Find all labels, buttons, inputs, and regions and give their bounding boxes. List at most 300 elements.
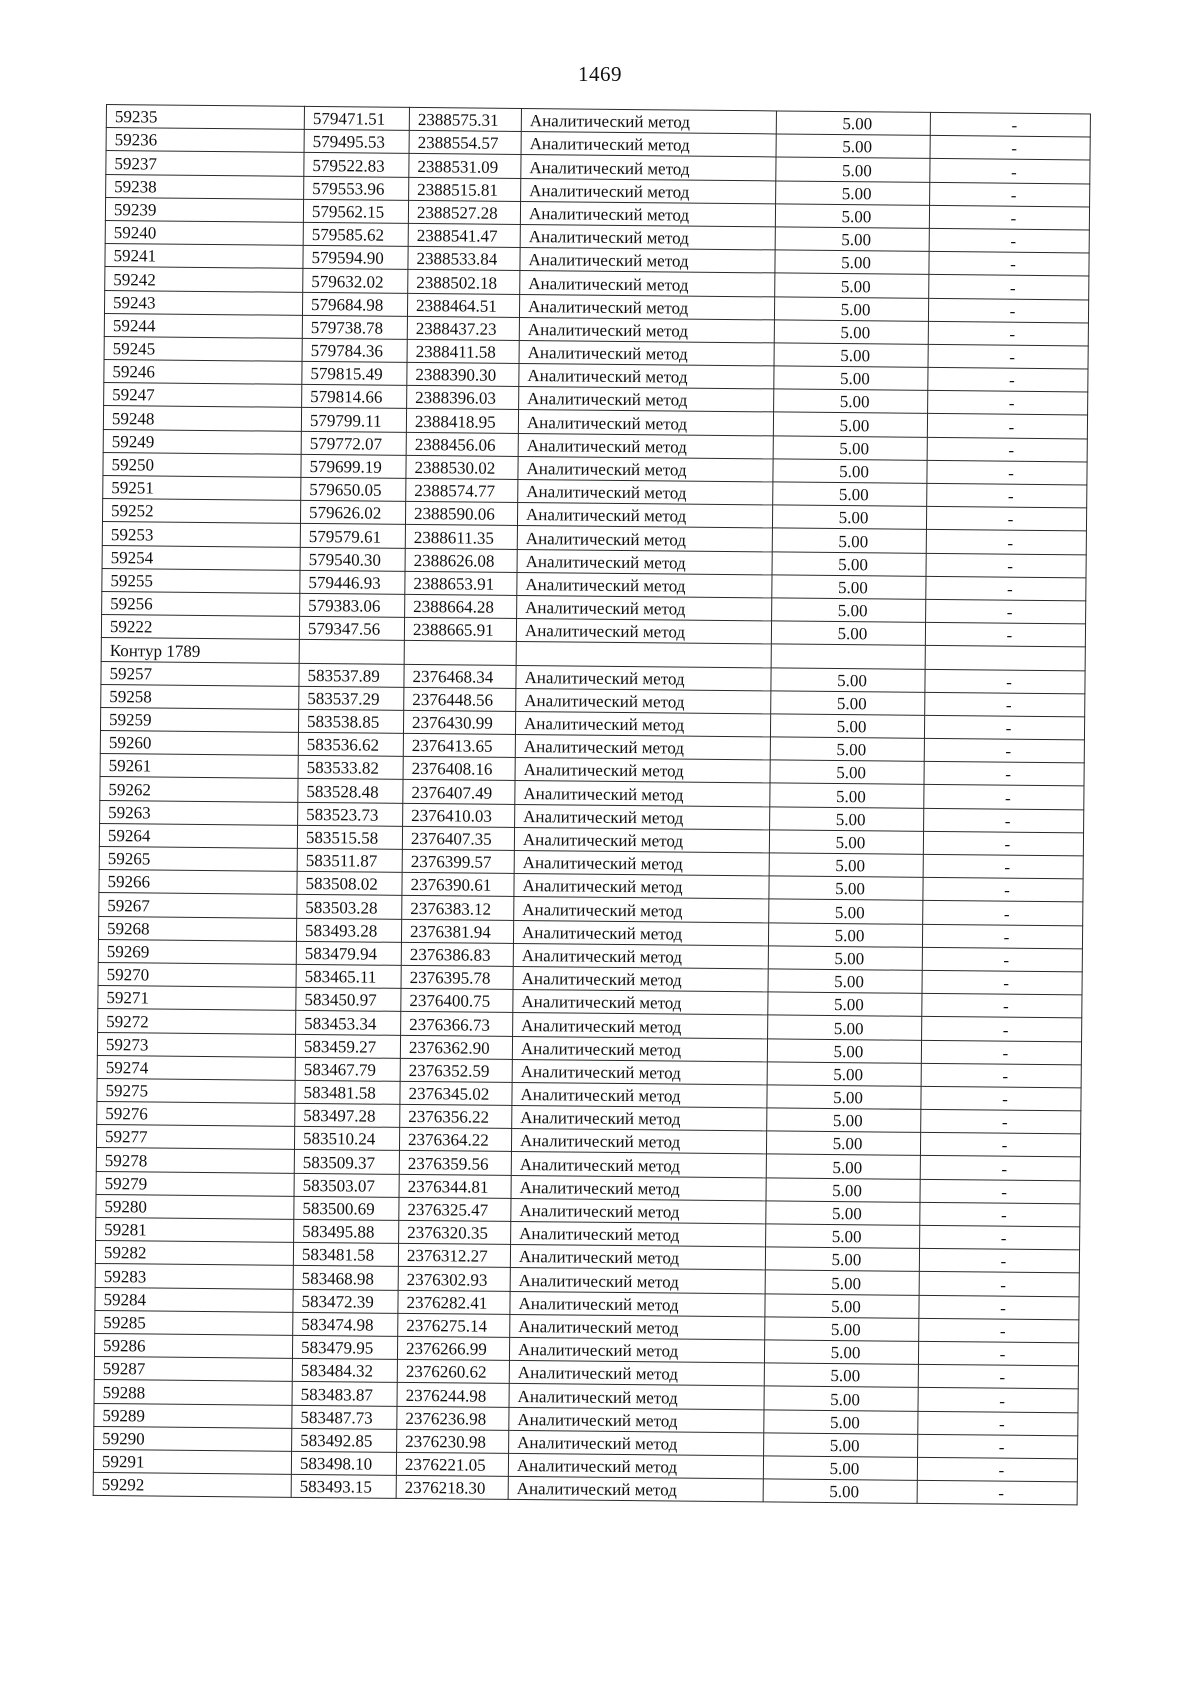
- point-id-cell: 59247: [104, 383, 302, 408]
- method-cell: Аналитический метод: [518, 456, 773, 482]
- accuracy-cell: 5.00: [768, 922, 922, 947]
- accuracy-cell: 5.00: [774, 296, 928, 321]
- point-id-cell: 59250: [103, 452, 301, 477]
- note-cell: [925, 646, 1085, 671]
- x-coordinate-cell: 579632.02: [303, 269, 408, 293]
- method-cell: Аналитический метод: [511, 1221, 766, 1247]
- y-coordinate-cell: 2376364.22: [399, 1128, 511, 1152]
- accuracy-cell: 5.00: [774, 366, 928, 391]
- accuracy-cell: 5.00: [766, 1224, 920, 1249]
- method-cell: Аналитический метод: [514, 874, 769, 900]
- point-id-cell: 59243: [104, 290, 302, 315]
- point-id-cell: 59284: [95, 1287, 293, 1312]
- note-cell: -: [919, 1318, 1079, 1343]
- note-cell: -: [927, 414, 1087, 439]
- note-cell: -: [930, 182, 1090, 207]
- method-cell: Аналитический метод: [521, 155, 776, 181]
- note-cell: -: [928, 321, 1088, 346]
- point-id-cell: 59222: [101, 615, 299, 640]
- method-cell: Аналитический метод: [517, 526, 772, 552]
- point-id-cell: 59273: [97, 1032, 295, 1057]
- y-coordinate-cell: 2376407.49: [403, 780, 515, 804]
- x-coordinate-cell: 583537.89: [299, 663, 404, 687]
- note-cell: -: [926, 599, 1086, 624]
- x-coordinate-cell: 583467.79: [295, 1057, 400, 1081]
- point-id-cell: 59265: [99, 846, 297, 871]
- point-id-cell: 59285: [95, 1310, 293, 1335]
- point-id-cell: 59279: [96, 1171, 294, 1196]
- note-cell: -: [927, 437, 1087, 462]
- method-cell: Аналитический метод: [513, 920, 768, 946]
- accuracy-cell: 5.00: [768, 946, 922, 971]
- note-cell: -: [918, 1341, 1078, 1366]
- accuracy-cell: 5.00: [768, 992, 922, 1017]
- y-coordinate-cell: 2388411.58: [407, 339, 519, 363]
- point-id-cell: 59239: [105, 197, 303, 222]
- y-coordinate-cell: 2388533.84: [408, 247, 520, 271]
- x-coordinate-cell: 583528.48: [298, 779, 403, 803]
- x-coordinate-cell: 579799.11: [301, 408, 406, 432]
- y-coordinate-cell: 2376356.22: [400, 1104, 512, 1128]
- y-coordinate-cell: 2376366.73: [401, 1012, 513, 1036]
- y-coordinate-cell: 2388527.28: [408, 200, 520, 224]
- x-coordinate-cell: 579784.36: [302, 338, 407, 362]
- x-coordinate-cell: 583481.58: [295, 1080, 400, 1104]
- method-cell: Аналитический метод: [509, 1361, 764, 1387]
- x-coordinate-cell: 583481.58: [293, 1243, 398, 1267]
- point-id-cell: 59253: [102, 522, 300, 547]
- method-cell: Аналитический метод: [512, 1082, 767, 1108]
- accuracy-cell: 5.00: [764, 1340, 918, 1365]
- y-coordinate-cell: 2376386.83: [401, 942, 513, 966]
- method-cell: Аналитический метод: [513, 990, 768, 1016]
- y-coordinate-cell: 2388626.08: [405, 548, 517, 572]
- y-coordinate-cell: 2388664.28: [405, 594, 517, 618]
- method-cell: Аналитический метод: [509, 1430, 764, 1456]
- coordinates-table-body: [93, 105, 1090, 1506]
- note-cell: -: [921, 1109, 1081, 1134]
- y-coordinate-cell: 2376244.98: [397, 1383, 509, 1407]
- point-id-cell: 59259: [100, 707, 298, 732]
- x-coordinate-cell: 583492.85: [292, 1428, 397, 1452]
- y-coordinate-cell: 2388390.30: [407, 362, 519, 386]
- accuracy-cell: 5.00: [773, 412, 927, 437]
- x-coordinate-cell: 583484.32: [292, 1358, 397, 1382]
- method-cell: Аналитический метод: [516, 665, 771, 691]
- point-id-cell: 59256: [102, 591, 300, 616]
- x-coordinate-cell: 583509.37: [294, 1150, 399, 1174]
- note-cell: -: [920, 1133, 1080, 1158]
- point-id-cell: 59240: [105, 220, 303, 245]
- y-coordinate-cell: 2376266.99: [397, 1336, 509, 1360]
- point-id-cell: 59275: [97, 1078, 295, 1103]
- y-coordinate-cell: 2376413.65: [403, 733, 515, 757]
- x-coordinate-cell: 583515.58: [297, 825, 402, 849]
- y-coordinate-cell: 2376282.41: [398, 1290, 510, 1314]
- note-cell: -: [918, 1411, 1078, 1436]
- note-cell: -: [928, 367, 1088, 392]
- point-id-cell: 59254: [102, 545, 300, 570]
- note-cell: -: [919, 1272, 1079, 1297]
- point-id-cell: 59267: [99, 893, 297, 918]
- note-cell: -: [925, 623, 1085, 648]
- point-id-cell: 59252: [102, 499, 300, 524]
- accuracy-cell: 5.00: [775, 204, 929, 229]
- note-cell: -: [921, 1040, 1081, 1065]
- y-coordinate-cell: 2376390.61: [402, 873, 514, 897]
- note-cell: -: [924, 715, 1084, 740]
- note-cell: -: [922, 993, 1082, 1018]
- method-cell: Аналитический метод: [509, 1337, 764, 1363]
- y-coordinate-cell: 2376221.05: [396, 1452, 508, 1476]
- y-coordinate-cell: 2376407.35: [402, 826, 514, 850]
- point-id-cell: 59246: [104, 360, 302, 385]
- y-coordinate-cell: 2376236.98: [397, 1406, 509, 1430]
- x-coordinate-cell: [299, 640, 404, 664]
- accuracy-cell: 5.00: [770, 714, 924, 739]
- accuracy-cell: 5.00: [767, 1062, 921, 1087]
- x-coordinate-cell: 583510.24: [294, 1127, 399, 1151]
- y-coordinate-cell: 2388554.57: [409, 131, 521, 155]
- point-id-cell: 59261: [100, 754, 298, 779]
- method-cell: Аналитический метод: [516, 688, 771, 714]
- note-cell: -: [928, 391, 1088, 416]
- note-cell: -: [930, 112, 1090, 137]
- note-cell: -: [929, 252, 1089, 277]
- note-cell: -: [918, 1388, 1078, 1413]
- y-coordinate-cell: 2388611.35: [405, 525, 517, 549]
- accuracy-cell: 5.00: [772, 575, 926, 600]
- point-id-cell: 59237: [106, 151, 304, 176]
- accuracy-cell: 5.00: [770, 783, 924, 808]
- accuracy-cell: 5.00: [771, 691, 925, 716]
- method-cell: Аналитический метод: [515, 781, 770, 807]
- accuracy-cell: 5.00: [776, 111, 930, 136]
- point-id-cell: 59242: [105, 267, 303, 292]
- point-id-cell: 59241: [105, 244, 303, 269]
- x-coordinate-cell: 579626.02: [300, 501, 405, 525]
- method-cell: Аналитический метод: [520, 224, 775, 250]
- note-cell: -: [922, 970, 1082, 995]
- x-coordinate-cell: 583487.73: [292, 1405, 397, 1429]
- x-coordinate-cell: 583459.27: [295, 1034, 400, 1058]
- method-cell: Аналитический метод: [519, 364, 774, 390]
- method-cell: Аналитический метод: [512, 1059, 767, 1085]
- method-cell: Аналитический метод: [514, 827, 769, 853]
- x-coordinate-cell: 579815.49: [302, 361, 407, 385]
- x-coordinate-cell: 583508.02: [297, 872, 402, 896]
- method-cell: Аналитический метод: [518, 479, 773, 505]
- point-id-cell: 59282: [95, 1241, 293, 1266]
- y-coordinate-cell: 2376408.16: [403, 757, 515, 781]
- note-cell: -: [917, 1480, 1077, 1505]
- note-cell: -: [925, 669, 1085, 694]
- x-coordinate-cell: 583503.28: [297, 895, 402, 919]
- note-cell: -: [923, 831, 1083, 856]
- accuracy-cell: 5.00: [769, 830, 923, 855]
- accuracy-cell: 5.00: [772, 598, 926, 623]
- note-cell: -: [928, 298, 1088, 323]
- point-id-cell: 59290: [94, 1426, 292, 1451]
- accuracy-cell: 5.00: [763, 1456, 917, 1481]
- x-coordinate-cell: 579579.61: [300, 524, 405, 548]
- y-coordinate-cell: 2376359.56: [399, 1151, 511, 1175]
- point-id-cell: 59289: [94, 1403, 292, 1428]
- note-cell: -: [924, 808, 1084, 833]
- accuracy-cell: 5.00: [768, 1015, 922, 1040]
- x-coordinate-cell: 579772.07: [301, 431, 406, 455]
- x-coordinate-cell: 583450.97: [296, 987, 401, 1011]
- method-cell: Аналитический метод: [509, 1407, 764, 1433]
- point-id-cell: 59264: [99, 823, 297, 848]
- y-coordinate-cell: 2388531.09: [409, 154, 521, 178]
- note-cell: -: [919, 1249, 1079, 1274]
- x-coordinate-cell: 583500.69: [294, 1196, 399, 1220]
- method-cell: Аналитический метод: [517, 549, 772, 575]
- note-cell: -: [927, 483, 1087, 508]
- point-id-cell: 59281: [96, 1217, 294, 1242]
- accuracy-cell: 5.00: [776, 157, 930, 182]
- accuracy-cell: 5.00: [764, 1409, 918, 1434]
- note-cell: -: [922, 924, 1082, 949]
- y-coordinate-cell: 2376362.90: [400, 1035, 512, 1059]
- accuracy-cell: 5.00: [767, 1108, 921, 1133]
- accuracy-cell: 5.00: [770, 807, 924, 832]
- method-cell: Аналитический метод: [511, 1198, 766, 1224]
- accuracy-cell: 5.00: [776, 180, 930, 205]
- accuracy-cell: 5.00: [770, 760, 924, 785]
- y-coordinate-cell: 2376302.93: [398, 1267, 510, 1291]
- x-coordinate-cell: 583537.29: [299, 686, 404, 710]
- y-coordinate-cell: 2376410.03: [403, 803, 515, 827]
- y-coordinate-cell: 2376383.12: [402, 896, 514, 920]
- y-coordinate-cell: 2388653.91: [405, 571, 517, 595]
- accuracy-cell: 5.00: [769, 899, 923, 924]
- note-cell: -: [928, 344, 1088, 369]
- x-coordinate-cell: 583483.87: [292, 1382, 397, 1406]
- note-cell: -: [924, 762, 1084, 787]
- x-coordinate-cell: 579562.15: [303, 199, 408, 223]
- method-cell: Аналитический метод: [510, 1314, 765, 1340]
- note-cell: -: [924, 785, 1084, 810]
- y-coordinate-cell: 2376230.98: [397, 1429, 509, 1453]
- method-cell: Аналитический метод: [516, 619, 771, 645]
- note-cell: -: [929, 228, 1089, 253]
- accuracy-cell: 5.00: [763, 1479, 917, 1504]
- x-coordinate-cell: 579495.53: [304, 130, 409, 154]
- x-coordinate-cell: 579471.51: [304, 106, 409, 130]
- point-id-cell: 59260: [100, 731, 298, 756]
- accuracy-cell: 5.00: [774, 343, 928, 368]
- accuracy-cell: 5.00: [766, 1154, 920, 1179]
- note-cell: -: [930, 136, 1090, 161]
- method-cell: Аналитический метод: [515, 711, 770, 737]
- accuracy-cell: 5.00: [775, 227, 929, 252]
- note-cell: -: [925, 692, 1085, 717]
- note-cell: -: [930, 159, 1090, 184]
- accuracy-cell: 5.00: [774, 320, 928, 345]
- method-cell: Аналитический метод: [517, 572, 772, 598]
- x-coordinate-cell: 583493.28: [296, 918, 401, 942]
- y-coordinate-cell: 2376352.59: [400, 1058, 512, 1082]
- method-cell: Аналитический метод: [521, 108, 776, 134]
- x-coordinate-cell: 583536.62: [298, 732, 403, 756]
- point-id-cell: 59263: [100, 800, 298, 825]
- accuracy-cell: 5.00: [765, 1270, 919, 1295]
- y-coordinate-cell: 2388502.18: [408, 270, 520, 294]
- accuracy-cell: 5.00: [774, 389, 928, 414]
- point-id-cell: 59271: [98, 986, 296, 1011]
- note-cell: -: [917, 1457, 1077, 1482]
- point-id-cell: 59235: [106, 105, 304, 130]
- y-coordinate-cell: 2388464.51: [407, 293, 519, 317]
- x-coordinate-cell: 583511.87: [297, 848, 402, 872]
- note-cell: -: [922, 947, 1082, 972]
- note-cell: -: [929, 205, 1089, 230]
- point-id-cell: 59270: [98, 962, 296, 987]
- x-coordinate-cell: 583523.73: [298, 802, 403, 826]
- point-id-cell: 59277: [96, 1125, 294, 1150]
- point-id-cell: 59262: [100, 777, 298, 802]
- point-id-cell: 59244: [104, 313, 302, 338]
- point-id-cell: 59245: [104, 336, 302, 361]
- x-coordinate-cell: 579699.19: [301, 454, 406, 478]
- note-cell: -: [926, 553, 1086, 578]
- accuracy-cell: 5.00: [775, 250, 929, 275]
- note-cell: -: [927, 460, 1087, 485]
- y-coordinate-cell: 2388530.02: [406, 455, 518, 479]
- y-coordinate-cell: 2376400.75: [401, 988, 513, 1012]
- note-cell: -: [920, 1156, 1080, 1181]
- method-cell: Аналитический метод: [515, 804, 770, 830]
- method-cell: Аналитический метод: [514, 897, 769, 923]
- point-id-cell: 59269: [98, 939, 296, 964]
- note-cell: -: [924, 738, 1084, 763]
- accuracy-cell: 5.00: [766, 1131, 920, 1156]
- accuracy-cell: 5.00: [764, 1363, 918, 1388]
- accuracy-cell: [771, 644, 925, 669]
- y-coordinate-cell: 2388665.91: [404, 618, 516, 642]
- x-coordinate-cell: 583495.88: [294, 1219, 399, 1243]
- method-cell: Аналитический метод: [520, 248, 775, 274]
- x-coordinate-cell: 583465.11: [296, 964, 401, 988]
- note-cell: -: [926, 530, 1086, 555]
- point-id-cell: 59238: [106, 174, 304, 199]
- page-number: 1469: [578, 62, 622, 86]
- point-id-cell: 59266: [99, 870, 297, 895]
- accuracy-cell: 5.00: [773, 436, 927, 461]
- method-cell: Аналитический метод: [511, 1129, 766, 1155]
- y-coordinate-cell: [404, 641, 516, 665]
- y-coordinate-cell: 2388575.31: [409, 107, 521, 131]
- note-cell: -: [929, 275, 1089, 300]
- coordinates-table: [93, 104, 1091, 1506]
- point-id-cell: 59276: [97, 1102, 295, 1127]
- method-cell: Аналитический метод: [519, 317, 774, 343]
- method-cell: Аналитический метод: [509, 1384, 764, 1410]
- method-cell: Аналитический метод: [518, 433, 773, 459]
- x-coordinate-cell: 583497.28: [295, 1103, 400, 1127]
- y-coordinate-cell: 2388418.95: [406, 409, 518, 433]
- method-cell: Аналитический метод: [520, 271, 775, 297]
- y-coordinate-cell: 2388396.03: [407, 386, 519, 410]
- accuracy-cell: 5.00: [767, 1038, 921, 1063]
- note-cell: -: [919, 1295, 1079, 1320]
- y-coordinate-cell: 2388541.47: [408, 223, 520, 247]
- accuracy-cell: 5.00: [772, 551, 926, 576]
- note-cell: -: [920, 1225, 1080, 1250]
- note-cell: -: [923, 854, 1083, 879]
- point-id-cell: 59274: [97, 1055, 295, 1080]
- note-cell: -: [926, 576, 1086, 601]
- accuracy-cell: 5.00: [766, 1201, 920, 1226]
- y-coordinate-cell: 2376399.57: [402, 849, 514, 873]
- accuracy-cell: 5.00: [773, 459, 927, 484]
- point-id-cell: 59236: [106, 128, 304, 153]
- method-cell: Аналитический метод: [515, 735, 770, 761]
- method-cell: Аналитический метод: [512, 1106, 767, 1132]
- method-cell: Аналитический метод: [521, 178, 776, 204]
- x-coordinate-cell: 583479.95: [292, 1335, 397, 1359]
- y-coordinate-cell: 2376468.34: [404, 664, 516, 688]
- x-coordinate-cell: 583493.15: [291, 1474, 396, 1498]
- method-cell: Аналитический метод: [513, 943, 768, 969]
- method-cell: Аналитический метод: [510, 1291, 765, 1317]
- y-coordinate-cell: 2376344.81: [399, 1174, 511, 1198]
- point-id-cell: 59286: [94, 1333, 292, 1358]
- point-id-cell: 59258: [101, 684, 299, 709]
- method-cell: Аналитический метод: [518, 410, 773, 436]
- x-coordinate-cell: 579540.30: [300, 547, 405, 571]
- method-cell: Аналитический метод: [517, 595, 772, 621]
- accuracy-cell: 5.00: [767, 1085, 921, 1110]
- point-id-cell: 59257: [101, 661, 299, 686]
- accuracy-cell: 5.00: [770, 737, 924, 762]
- accuracy-cell: 5.00: [765, 1317, 919, 1342]
- y-coordinate-cell: 2376325.47: [399, 1197, 511, 1221]
- y-coordinate-cell: 2376345.02: [400, 1081, 512, 1105]
- method-cell: Аналитический метод: [510, 1245, 765, 1271]
- y-coordinate-cell: 2376448.56: [404, 687, 516, 711]
- accuracy-cell: 5.00: [775, 273, 929, 298]
- accuracy-cell: 5.00: [771, 621, 925, 646]
- method-cell: Аналитический метод: [519, 294, 774, 320]
- accuracy-cell: 5.00: [771, 667, 925, 692]
- method-cell: Аналитический метод: [511, 1175, 766, 1201]
- method-cell: Аналитический метод: [508, 1476, 763, 1502]
- accuracy-cell: 5.00: [765, 1293, 919, 1318]
- note-cell: -: [920, 1179, 1080, 1204]
- point-id-cell: 59283: [95, 1264, 293, 1289]
- point-id-cell: 59251: [103, 475, 301, 500]
- accuracy-cell: 5.00: [765, 1247, 919, 1272]
- x-coordinate-cell: 583472.39: [293, 1289, 398, 1313]
- accuracy-cell: 5.00: [773, 482, 927, 507]
- method-cell: Аналитический метод: [513, 1013, 768, 1039]
- note-cell: -: [922, 1017, 1082, 1042]
- point-id-cell: 59288: [94, 1380, 292, 1405]
- point-id-cell: Контур 1789: [101, 638, 299, 663]
- y-coordinate-cell: 2388437.23: [407, 316, 519, 340]
- accuracy-cell: 5.00: [764, 1386, 918, 1411]
- point-id-cell: 59248: [103, 406, 301, 431]
- method-cell: Аналитический метод: [515, 758, 770, 784]
- method-cell: Аналитический метод: [519, 387, 774, 413]
- point-id-cell: 59292: [93, 1473, 291, 1498]
- accuracy-cell: 5.00: [764, 1433, 918, 1458]
- method-cell: Аналитический метод: [511, 1152, 766, 1178]
- x-coordinate-cell: 583503.07: [294, 1173, 399, 1197]
